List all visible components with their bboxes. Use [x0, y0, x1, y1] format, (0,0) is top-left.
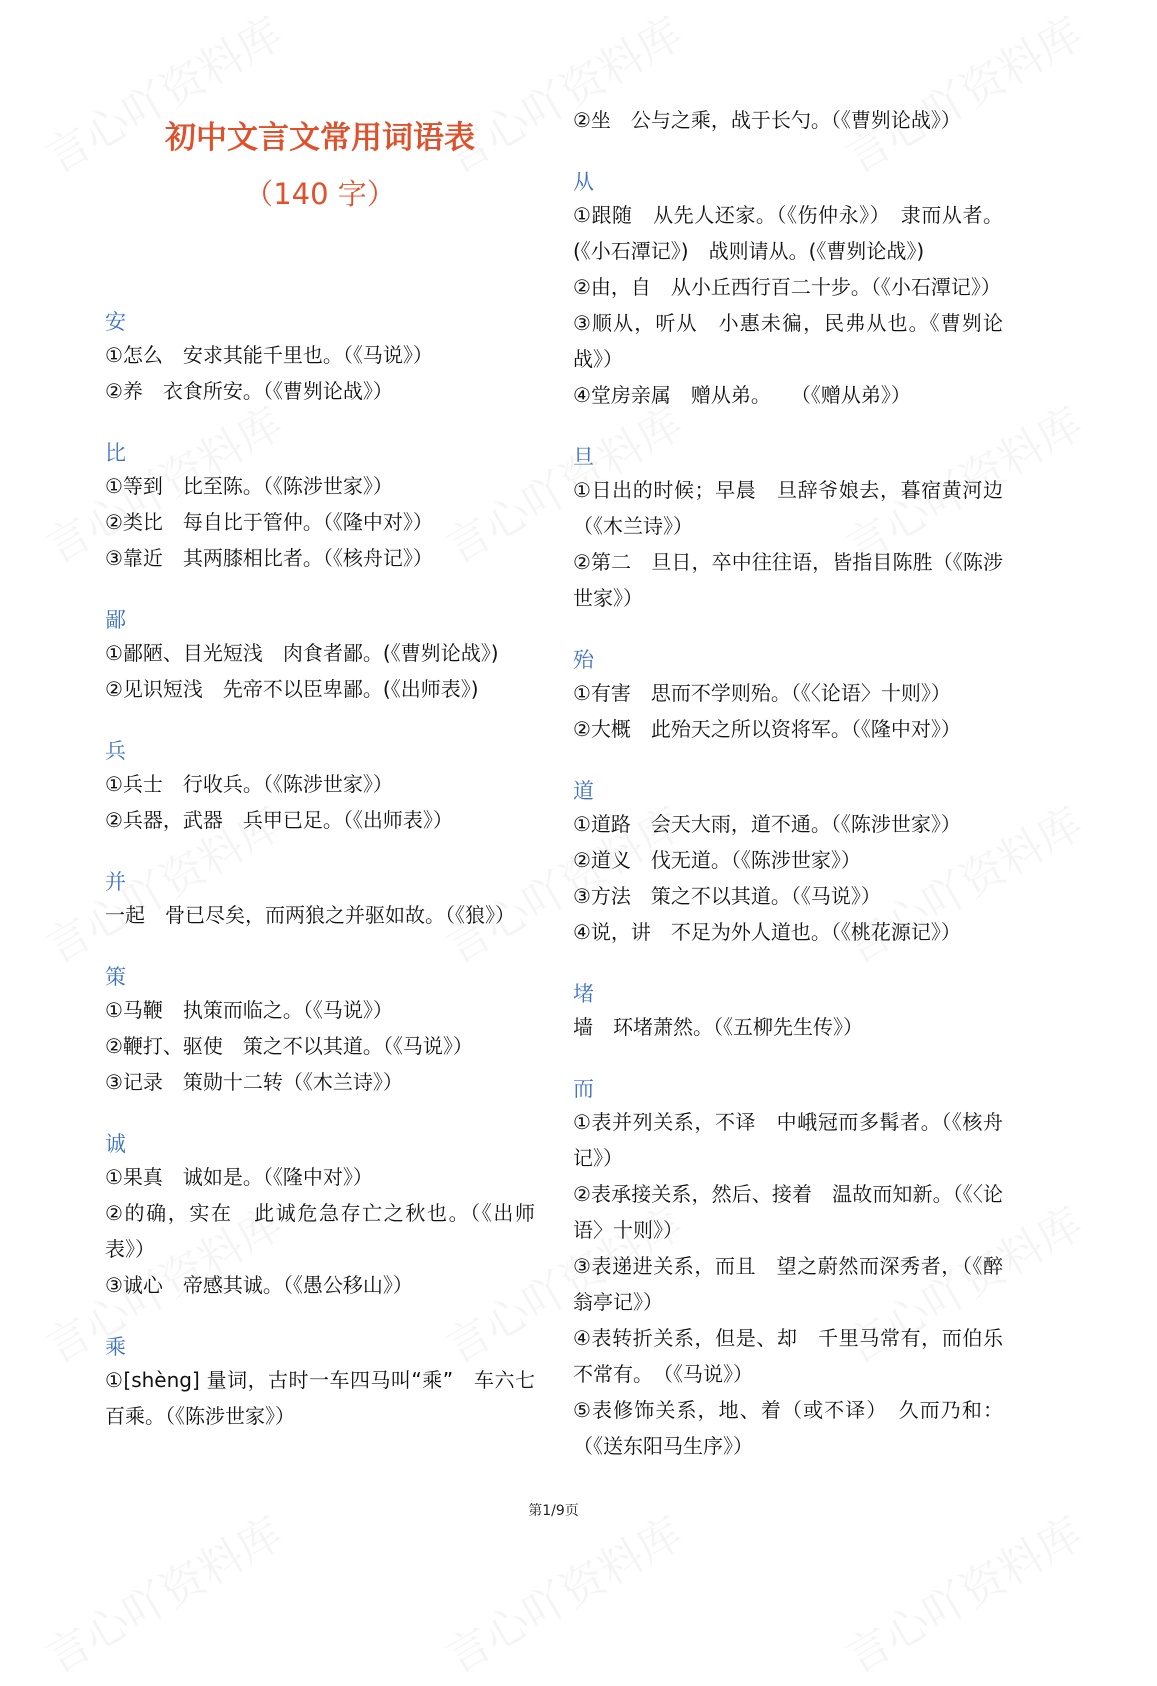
entry-heading: 鄙 [105, 608, 126, 632]
entry-meaning: ④表转折关系，但是、却 千里马常有，而伯乐不常有。 （《马说》） [573, 1326, 1003, 1386]
entry-meaning: ①马鞭 执策而临之。（《马说》） [105, 998, 393, 1022]
entry-heading: 道 [573, 779, 594, 803]
entry-meaning: ②养 衣食所安。（《曹刿论战》） [105, 379, 393, 403]
entry-heading: 从 [573, 170, 594, 194]
entry-meaning: ③诚心 帝感其诚。（《愚公移山》） [105, 1273, 413, 1297]
entry-heading: 殆 [573, 648, 594, 672]
entry-heading: 策 [105, 965, 126, 989]
entry-meaning: ①怎么 安求其能千里也。（《马说》） [105, 343, 433, 367]
entry-meaning: ③方法 策之不以其道。（《马说》） [573, 884, 881, 908]
word-entry [105, 736, 535, 838]
entry-meaning: ④堂房亲属 赠从弟。 （《赠从弟》） [573, 383, 911, 407]
entry-meaning: ①表并列关系，不译 中峨冠而多髯者。（《核舟记》） [573, 1110, 1003, 1170]
entry-meaning: ①跟随 从先人还家。（《伤仲永》） 隶而从者。(《小石潭记》) 战则请从。(《曹刿论战》) [573, 203, 1003, 263]
entry-meaning: ③顺从，听从 小惠未徧，民弗从也。《曹刿论战》） [573, 311, 1003, 371]
word-entry [105, 605, 535, 707]
entry-heading: 堵 [573, 982, 594, 1006]
entry-heading: 旦 [573, 445, 594, 469]
word-entry [105, 307, 535, 409]
word-entry [573, 442, 1023, 616]
word-entry [105, 438, 535, 576]
entry-heading: 比 [105, 441, 126, 465]
entry-meaning: ③记录 策勋十二转（《木兰诗》） [105, 1070, 403, 1094]
entry-meaning: ①鄙陋、目光短浅 肉食者鄙。(《曹刿论战》) [105, 641, 499, 665]
left-column [105, 307, 535, 1463]
entry-meaning: ②见识短浅 先帝不以臣卑鄙。(《出师表》) [105, 677, 479, 701]
page-subtitle: （140 字） [244, 177, 396, 211]
entry-heading: 诚 [105, 1132, 126, 1156]
watermark-text [432, 1498, 693, 1685]
entry-meaning: ④说，讲 不足为外人道也。（《桃花源记》） [573, 920, 961, 944]
entry-meaning: ②第二 旦日，卒中往往语，皆指目陈胜（《陈涉世家》） [573, 550, 1003, 610]
entry-meaning: ②的确，实在 此诚危急存亡之秋也。（《出师表》） [105, 1201, 535, 1261]
word-entry [573, 167, 1003, 413]
entry-meaning: ①日出的时候；早晨 旦辞爷娘去，暮宿黄河边 （《木兰诗》） [573, 478, 1023, 538]
word-entry [105, 1129, 535, 1303]
entry-meaning: 墙 环堵萧然。（《五柳先生传》） [573, 1015, 863, 1039]
entry-meaning: ①果真 诚如是。（《隆中对》） [105, 1165, 373, 1189]
entry-meaning: ①[shèng] 量词，古时一车四马叫“乘” 车六七百乘。（《陈涉世家》） [105, 1368, 535, 1428]
entry-meaning: ③表递进关系，而且 望之蔚然而深秀者，（《醉翁亭记》） [573, 1254, 1003, 1314]
entry-meaning: ②道义 伐无道。（《陈涉世家》） [573, 848, 861, 872]
entry-heading: 乘 [105, 1335, 126, 1359]
entry-meaning: 一起 骨已尽矣，而两狼之并驱如故。（《狼》） [105, 903, 515, 927]
entry-heading: 兵 [105, 739, 126, 763]
right-column [573, 102, 1023, 1493]
entry-meaning: ②大概 此殆天之所以资将军。（《隆中对》） [573, 717, 961, 741]
word-entry [573, 1074, 1003, 1464]
word-entry [105, 867, 535, 933]
watermark-text [832, 1498, 1093, 1685]
word-entry [573, 776, 1003, 950]
page-number: 第1/9页 [528, 1503, 579, 1519]
entry-heading: 而 [573, 1077, 594, 1101]
entry-meaning: ⑤表修饰关系，地、着（或不译） 久而乃和：（《送东阳马生序》） [573, 1398, 1003, 1458]
entry-heading: 并 [105, 870, 126, 894]
entry-meaning: ②坐 公与之乘，战于长勺。（《曹刿论战》） [573, 108, 961, 132]
entry-meaning: ②由，自 从小丘西行百二十步。（《小石潭记》） [573, 275, 1001, 299]
entry-meaning: ②类比 每自比于管仲。（《隆中对》） [105, 510, 433, 534]
entry-meaning: ①兵士 行收兵。（《陈涉世家》） [105, 772, 393, 796]
entry-meaning: ①有害 思而不学则殆。（《〈论语〉十则》） [573, 681, 951, 705]
word-entry [573, 102, 1003, 138]
entry-meaning: ②兵器，武器 兵甲已足。（《出师表》） [105, 808, 453, 832]
entry-meaning: ②鞭打、驱使 策之不以其道。（《马说》） [105, 1034, 473, 1058]
entry-meaning: ③靠近 其两膝相比者。（《核舟记》） [105, 546, 433, 570]
word-entry [573, 979, 1003, 1045]
entry-meaning: ①道路 会天大雨，道不通。（《陈涉世家》） [573, 812, 961, 836]
page-title: 初中文言文常用词语表 [165, 120, 475, 156]
word-entry [105, 1332, 535, 1434]
word-entry [105, 962, 535, 1100]
entry-meaning: ①等到 比至陈。（《陈涉世家》） [105, 474, 393, 498]
entry-meaning: ②表承接关系，然后、接着 温故而知新。（《〈论语〉十则》） [573, 1182, 1003, 1242]
entry-heading: 安 [105, 310, 126, 334]
watermark-text [32, 0, 293, 186]
word-entry [573, 645, 1003, 747]
watermark-text [32, 1498, 293, 1685]
